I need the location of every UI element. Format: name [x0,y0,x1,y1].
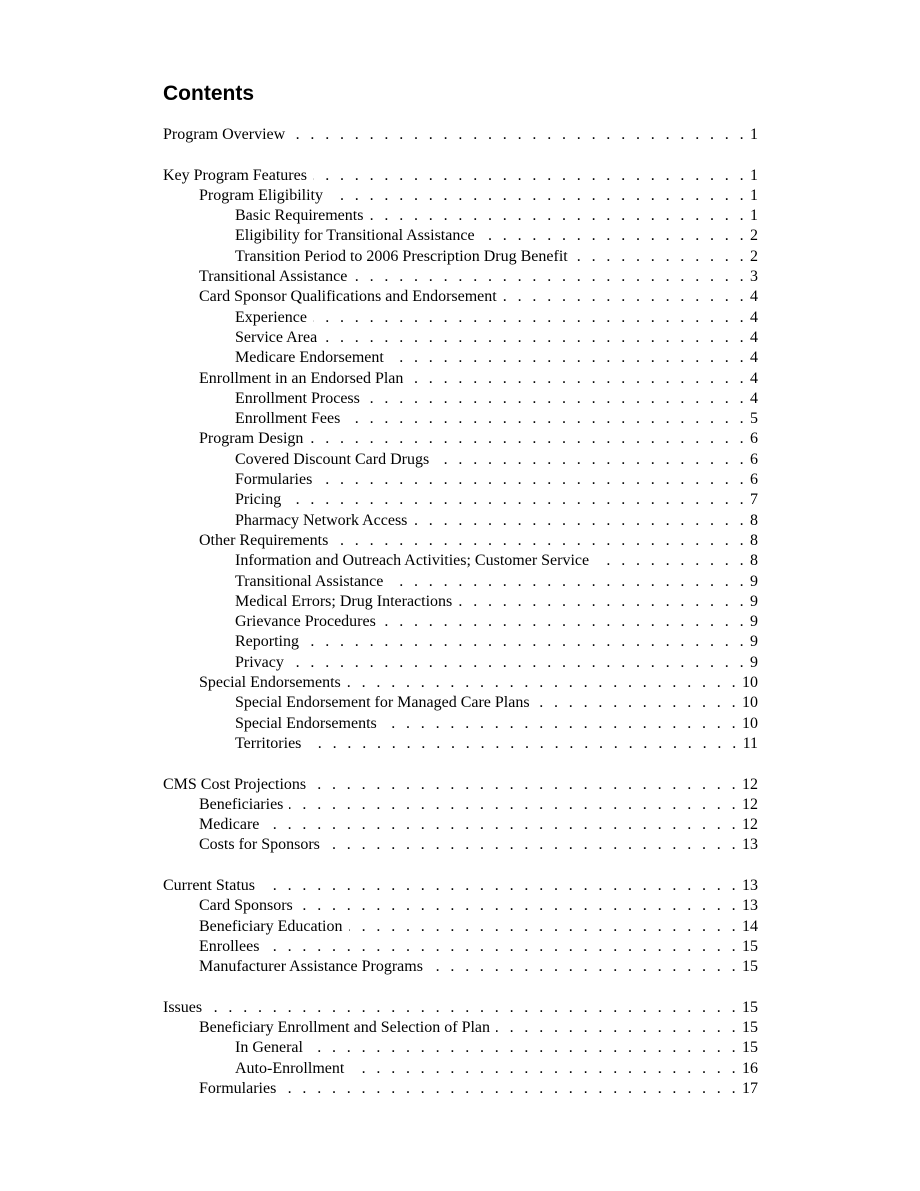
toc-entry[interactable] [163,166,758,186]
toc-entry[interactable] [163,896,758,916]
toc-entry-page-number: 12 [742,816,758,834]
toc-entry-title: Program Eligibility [199,186,323,204]
toc-entry-page-number: 6 [750,450,758,468]
toc-entry-title: Card Sponsor Qualifications and Endorsement [199,288,497,306]
toc-dot-leader [383,714,739,734]
toc-dot-leader [429,957,739,977]
toc-dot-leader [309,429,747,449]
toc-entry-page-number: 6 [750,430,758,448]
toc-entry[interactable] [163,876,758,896]
toc-entry[interactable] [163,287,758,307]
toc-dot-leader [312,775,739,795]
toc-entry[interactable] [163,592,758,612]
toc-dot-leader [287,490,747,510]
toc-entry-page-number: 9 [750,633,758,651]
toc-entry-title: Beneficiaries [199,795,284,813]
toc-entry[interactable] [163,572,758,592]
toc-dot-leader [208,998,739,1018]
toc-entry-title: Covered Discount Card Drugs [235,450,430,468]
toc-entry-title: Experience [235,308,307,326]
toc-entry[interactable] [163,470,758,490]
toc-dot-leader [595,551,747,571]
toc-dot-leader [313,308,747,328]
toc-entry-page-number: 6 [750,471,758,489]
toc-entry-title: Enrollment in an Endorsed Plan [199,369,404,387]
toc-entry-title: Formularies [235,471,313,489]
toc-entry-page-number: 17 [742,1079,758,1097]
toc-dot-leader [389,572,747,592]
toc-entry-title: Territories [235,734,302,752]
toc-entry[interactable] [163,328,758,348]
toc-dot-leader [265,937,739,957]
toc-dot-leader [309,1038,739,1058]
toc-entry-page-number: 4 [750,328,758,346]
toc-entry-page-number: 5 [750,410,758,428]
toc-entry-page-number: 9 [750,592,758,610]
toc-dot-leader [366,389,747,409]
toc-entry-title: Program Design [199,430,304,448]
toc-entry-page-number: 1 [750,207,758,225]
toc-entry-title: Other Requirements [199,531,329,549]
toc-entry[interactable] [163,734,758,754]
toc-entry-page-number: 15 [742,937,758,955]
toc-entry-title: Medicare [199,816,260,834]
toc-entry-title: Auto-Enrollment [235,1059,345,1077]
toc-entry-page-number: 12 [742,795,758,813]
toc-entry-title: Privacy [235,653,284,671]
toc-entry-title: Transitional Assistance [199,268,348,286]
toc-entry-page-number: 10 [742,694,758,712]
toc-entry-title: Program Overview [163,126,286,143]
toc-entry-title: Enrollment Process [235,389,360,407]
toc-entry[interactable] [163,348,758,368]
toc-entry-title: Special Endorsements [235,714,377,732]
toc-entry[interactable] [163,125,758,145]
toc-entry-title: Transition Period to 2006 Prescription Drug Benefit [235,247,568,265]
table-of-contents [163,125,758,1099]
toc-dot-leader [574,247,747,267]
toc-entry-page-number: 4 [750,389,758,407]
toc-entry-page-number: 10 [742,674,758,692]
toc-entry[interactable] [163,653,758,673]
toc-entry-page-number: 4 [750,349,758,367]
toc-entry-title: Grievance Procedures [235,613,376,631]
toc-entry-title: Medicare Endorsement [235,349,384,367]
toc-entry-title: Card Sponsors [199,897,293,915]
toc-dot-leader [350,1059,739,1079]
toc-entry-title: Service Area [235,328,318,346]
toc-entry-title: In General [235,1039,303,1057]
toc-entry-title: Current Status [163,876,255,894]
toc-entry[interactable] [163,369,758,389]
toc-entry-title: Beneficiary Education [199,917,343,935]
toc-entry-page-number: 2 [750,247,758,265]
toc-entry-page-number: 9 [750,653,758,671]
toc-entry-page-number: 13 [742,897,758,915]
toc-dot-leader [413,511,747,531]
toc-entry[interactable] [163,632,758,652]
toc-entry-title: Enrollees [199,937,260,955]
toc-entry-page-number: 4 [750,288,758,306]
toc-entry-title: Enrollment Fees [235,410,341,428]
toc-entry-page-number: 1 [750,126,758,143]
toc-dot-leader [382,612,747,632]
toc-entry-page-number: 4 [750,308,758,326]
toc-entry-page-number: 15 [742,1019,758,1037]
toc-entry[interactable] [163,308,758,328]
toc-entry[interactable] [163,835,758,855]
toc-entry-page-number: 12 [742,775,758,793]
toc-entry[interactable] [163,409,758,429]
toc-entry-page-number: 9 [750,572,758,590]
toc-entry-page-number: 15 [742,958,758,976]
toc-entry[interactable] [163,1038,758,1058]
toc-entry[interactable] [163,714,758,734]
toc-dot-leader [458,592,747,612]
toc-entry[interactable] [163,693,758,713]
toc-entry-title: Beneficiary Enrollment and Selection of Plan [199,1019,491,1037]
toc-entry[interactable] [163,206,758,226]
toc-entry-title: Transitional Assistance [235,572,384,590]
toc-dot-leader [318,470,747,490]
toc-entry-title: Special Endorsements [199,674,341,692]
toc-dot-leader [313,166,747,186]
toc-entry[interactable] [163,998,758,1018]
toc-dot-leader [261,876,739,896]
toc-entry[interactable] [163,673,758,693]
toc-entry[interactable] [163,957,758,977]
toc-entry-title: Pricing [235,491,282,509]
toc-entry-page-number: 15 [742,998,758,1016]
toc-dot-leader [409,369,747,389]
toc-entry-page-number: 8 [750,552,758,570]
toc-dot-leader [282,1079,739,1099]
toc-dot-leader [291,125,747,145]
toc-dot-leader [299,896,739,916]
toc-entry-title: Formularies [199,1079,277,1097]
toc-dot-leader [290,653,747,673]
toc-entry-page-number: 2 [750,227,758,245]
toc-entry-page-number: 8 [750,531,758,549]
toc-dot-leader [346,409,747,429]
toc-dot-leader [334,531,747,551]
toc-dot-leader [323,328,747,348]
toc-entry-title: Information and Outreach Activities; Customer Service [235,552,590,570]
toc-entry-page-number: 1 [750,186,758,204]
toc-entry[interactable] [163,247,758,267]
toc-entry-page-number: 3 [750,268,758,286]
toc-entry[interactable] [163,1079,758,1099]
toc-entry[interactable] [163,917,758,937]
toc-entry-page-number: 16 [742,1059,758,1077]
toc-entry[interactable] [163,226,758,246]
toc-entry-page-number: 8 [750,511,758,529]
toc-dot-leader [289,795,739,815]
toc-entry[interactable] [163,511,758,531]
toc-dot-leader [435,450,747,470]
toc-entry-title: Reporting [235,633,299,651]
toc-entry-page-number: 1 [750,166,758,184]
toc-entry[interactable] [163,450,758,470]
toc-entry-title: Issues [163,998,203,1016]
toc-dot-leader [307,734,739,754]
toc-entry[interactable] [163,815,758,835]
toc-entry[interactable] [163,490,758,510]
toc-entry-page-number: 4 [750,369,758,387]
toc-entry-page-number: 15 [742,1039,758,1057]
contents-heading: Contents [163,82,254,105]
toc-entry[interactable] [163,186,758,206]
toc-entry[interactable] [163,429,758,449]
toc-dot-leader [349,917,740,937]
toc-dot-leader [329,186,747,206]
toc-entry[interactable] [163,1059,758,1079]
toc-dot-leader [536,693,739,713]
toc-entry[interactable] [163,775,758,795]
toc-dot-leader [347,673,739,693]
toc-entry-title: Special Endorsement for Managed Care Plans [235,694,530,712]
toc-dot-leader [265,815,739,835]
toc-dot-leader [503,287,747,307]
toc-entry-page-number: 14 [742,917,758,935]
toc-dot-leader [369,206,747,226]
toc-entry[interactable] [163,795,758,815]
toc-dot-leader [496,1018,739,1038]
toc-entry-title: Pharmacy Network Access [235,511,408,529]
toc-entry-page-number: 9 [750,613,758,631]
toc-entry-title: Costs for Sponsors [199,836,320,854]
toc-entry[interactable] [163,612,758,632]
toc-entry-page-number: 7 [750,491,758,509]
toc-dot-leader [481,226,747,246]
toc-entry[interactable] [163,389,758,409]
toc-entry[interactable] [163,551,758,571]
toc-dot-leader [353,267,747,287]
toc-entry-page-number: 11 [742,734,758,752]
toc-entry-page-number: 13 [742,876,758,894]
toc-entry[interactable] [163,267,758,287]
toc-entry-page-number: 10 [742,714,758,732]
toc-entry[interactable] [163,531,758,551]
toc-dot-leader [390,348,747,368]
toc-entry-title: Manufacturer Assistance Programs [199,958,423,976]
toc-dot-leader [326,835,739,855]
toc-entry[interactable] [163,1018,758,1038]
toc-entry-title: Medical Errors; Drug Interactions [235,592,453,610]
toc-entry-title: CMS Cost Projections [163,775,307,793]
toc-entry-title: Eligibility for Transitional Assistance [235,227,475,245]
toc-entry[interactable] [163,937,758,957]
toc-entry-title: Basic Requirements [235,207,364,225]
toc-entry-title: Key Program Features [163,166,307,184]
toc-entry-page-number: 13 [742,836,758,854]
toc-dot-leader [305,632,747,652]
